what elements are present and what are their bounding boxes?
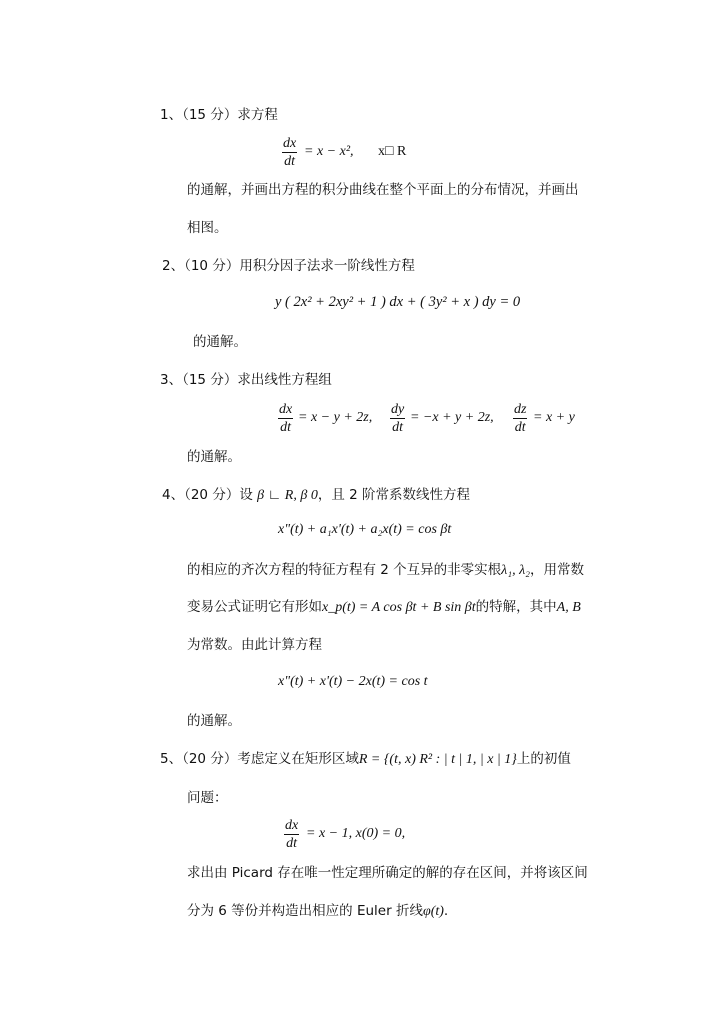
problem-3-equation-1-rhs: = x − y + 2z, [298,410,373,425]
problem-5-text: 考虑定义在矩形区域 [237,751,359,767]
problem-5-region: R = {(t, x) R² : | t | 1, | x | 1} [358,752,517,767]
problem-1-score: （15 分） [182,107,238,123]
fraction-numerator: dy [391,402,405,417]
problem-2-text: 用积分因子法求一阶线性方程 [239,258,415,274]
problem-5-header [160,750,571,769]
fraction-numerator: dx [283,136,297,151]
problem-1-fraction [282,135,297,170]
problem-4-line-1 [187,561,584,580]
problem-4-line-2 [187,598,581,617]
problem-2-equation: y ( 2x² + 2xy² + 1 ) dx + ( 3y² + x ) dy = 0 [275,294,521,310]
fraction-numerator: dx [279,402,293,417]
fraction-denominator: dt [284,154,296,169]
problem-5-line-1: 问题： [187,790,228,806]
problem-4-equation-2: x"(t) + x'(t) − 2x(t) = cos t [278,674,428,689]
problem-1-equation-rhs: = x − x², [304,144,354,159]
problem-4-equation: x"(t) + a₁x'(t) + a₂x(t) = cos βt [278,522,452,537]
problem-2-header [162,257,415,275]
problem-3-header [160,371,332,389]
problem-5-line-3-a: 分为 6 等份并构造出相应的 Euler 折线 [187,903,423,919]
problem-4-header [162,486,470,505]
problem-5-equation-rhs: = x − 1, x(0) = 0, [306,826,406,841]
problem-5-number: 5、 [160,751,183,767]
problem-3-score: （15 分） [182,372,238,388]
fraction-numerator: dx [285,818,299,833]
fraction-denominator: dt [286,836,298,851]
problem-1-line-2: 相图。 [187,220,228,236]
problem-5-line-2: 求出由 Picard 存在唯一性定理所确定的解的存在区间，并将该区间 [187,865,588,881]
fraction-denominator: dt [392,420,404,435]
problem-3-number: 3、 [160,372,183,388]
problem-5-text-b: 上的初值 [516,751,571,767]
problem-4-particular-solution: x_p(t) = A cos βt + B sin βt [322,600,476,615]
problem-5-euler-polyline: φ(t) [422,904,444,919]
problem-3-text: 求出线性方程组 [237,372,332,388]
problem-3-equation-2-rhs: = −x + y + 2z, [410,410,494,425]
problem-3-fraction-1 [278,401,293,436]
problem-4-number: 4、 [162,487,185,503]
problem-4-line-1-a: 的相应的齐次方程的特征方程有 2 个互异的非零实根 [187,562,502,578]
problem-1-number: 1、 [160,107,183,123]
problem-4-line-2-b: 的特解，其中 [475,599,557,615]
fraction-denominator: dt [280,420,292,435]
problem-4-score: （20 分） [184,487,240,503]
problem-3-fraction-3 [513,401,527,436]
problem-4-line-4: 的通解。 [187,713,241,729]
problem-4-line-2-a: 变易公式证明它有形如 [187,599,322,615]
problem-4-line-1-b: ，用常数 [530,562,585,578]
problem-2-line-1: 的通解。 [193,334,247,350]
fraction-numerator: dz [514,402,527,417]
problem-2-number: 2、 [162,258,185,274]
problem-5-line-3 [187,902,448,921]
problem-4-text-b: ，且 2 阶常系数线性方程 [317,487,470,503]
fraction-denominator: dt [514,420,526,435]
problem-5-fraction [284,817,299,852]
problem-1-text: 求方程 [237,107,278,123]
problem-4-line-3: 为常数。由此计算方程 [187,637,322,653]
problem-4-text-a: 设 [239,487,253,503]
problem-4-condition: β ∟ R, β 0 [257,488,318,503]
problem-2-score: （10 分） [184,258,240,274]
problem-5-line-3-b: . [443,903,449,919]
problem-5-score: （20 分） [182,751,238,767]
problem-3-fraction-2 [390,401,405,436]
problem-1-header [160,106,278,124]
problem-1-line-1: 的通解，并画出方程的积分曲线在整个平面上的分布情况，并画出 [187,182,579,198]
problem-3-line-1: 的通解。 [187,449,241,465]
problem-4-roots: λ₁, λ₂ [501,563,531,578]
problem-4-constants: A, B [556,600,581,615]
problem-1-domain: x□ R [378,144,407,159]
problem-3-equation-3-rhs: = x + y [533,410,575,425]
